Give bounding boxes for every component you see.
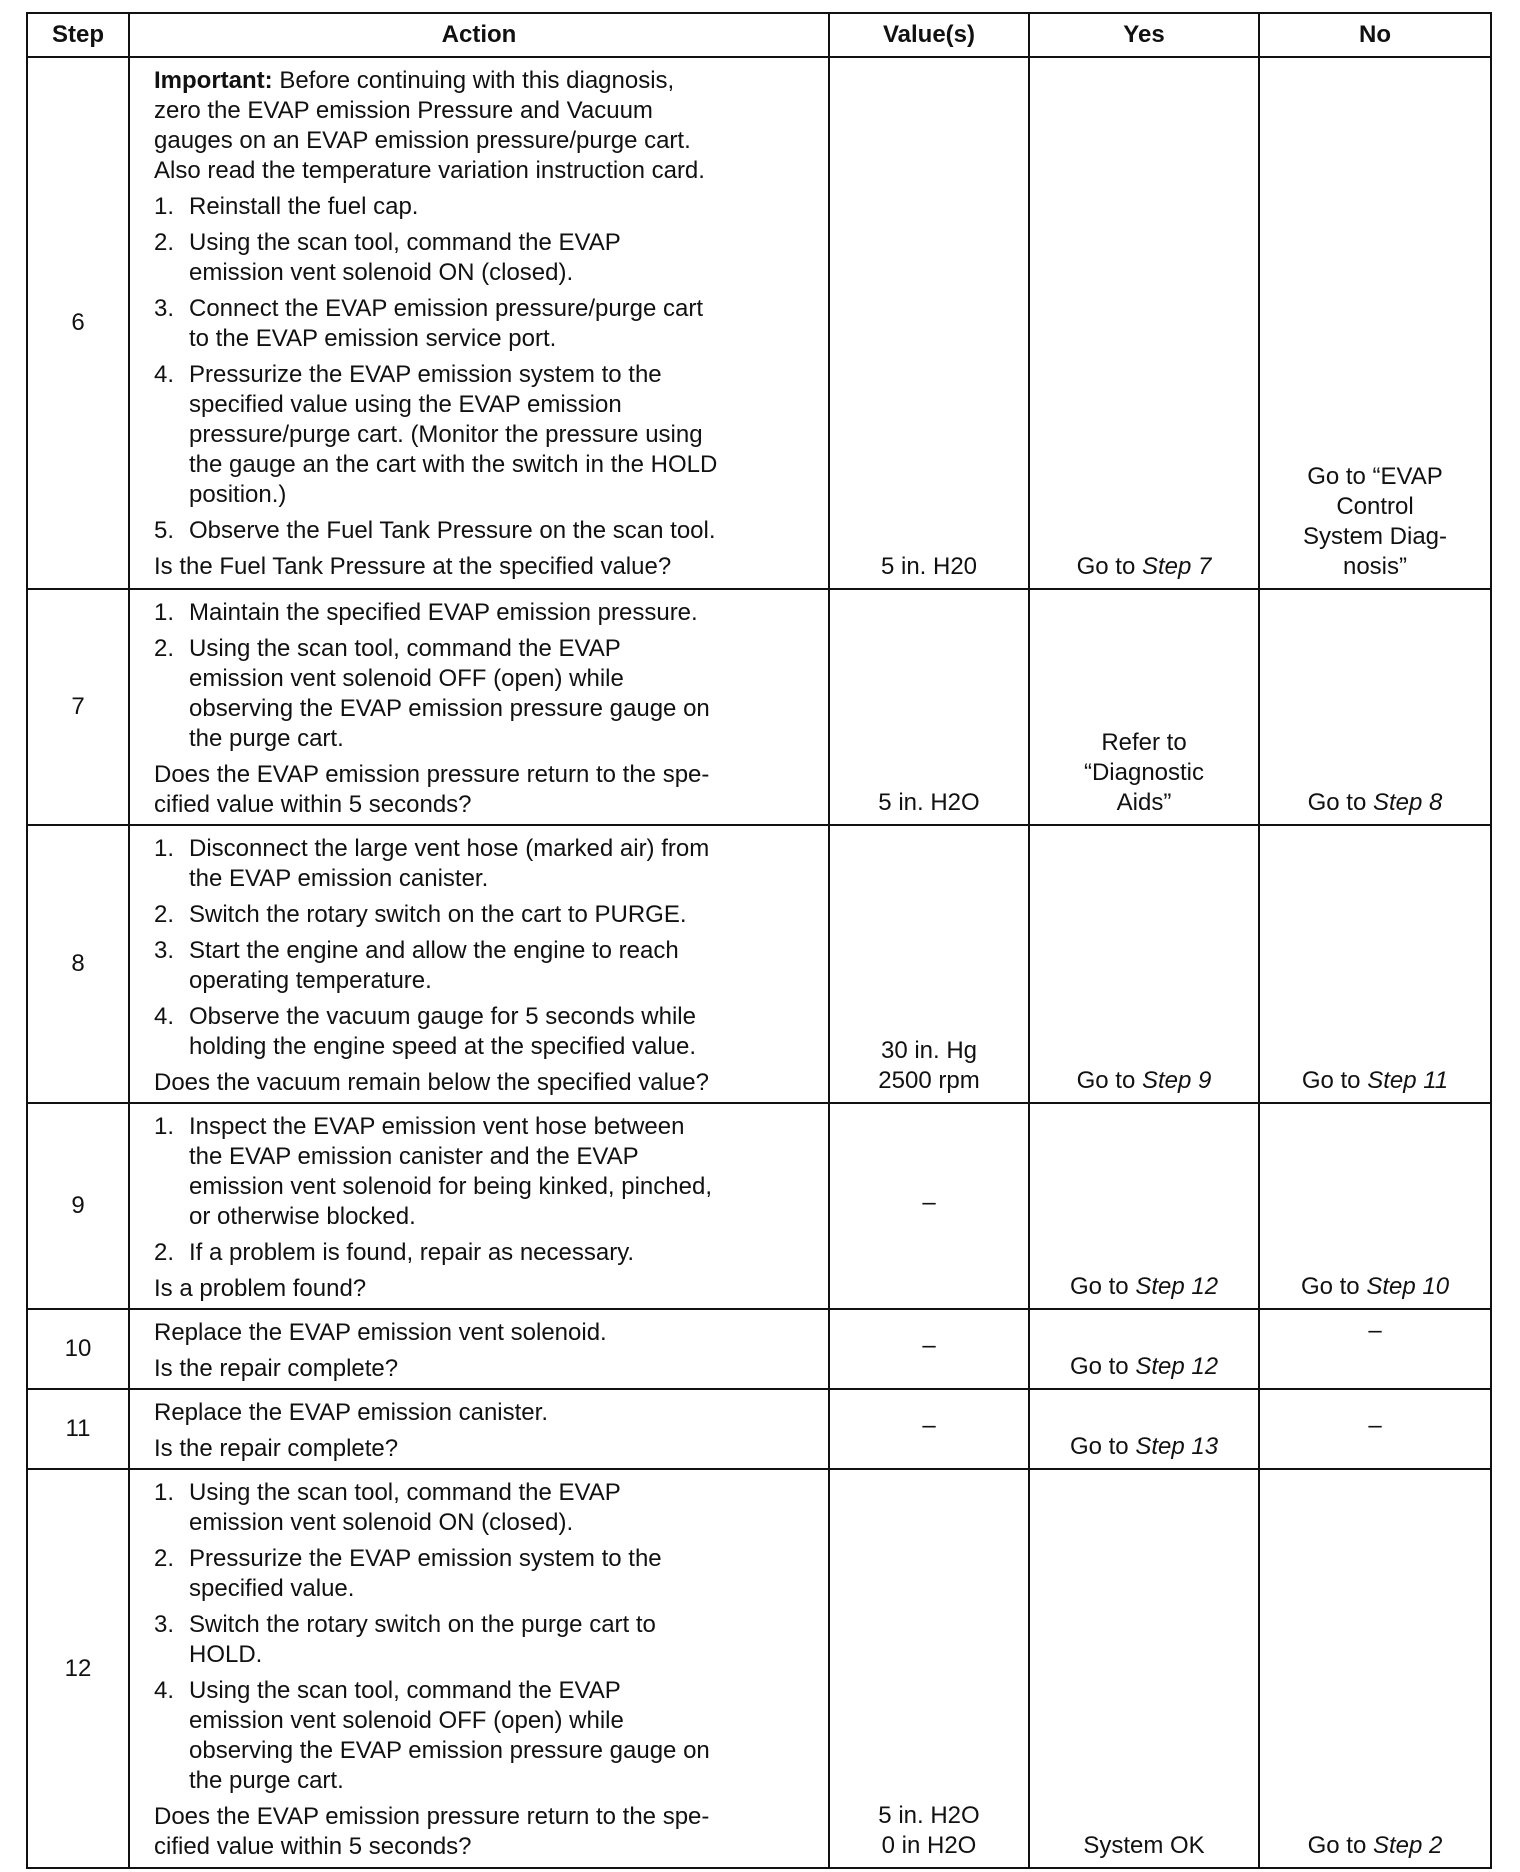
header-action: Action (129, 13, 829, 57)
item-number: 2. (154, 901, 175, 928)
item-number: 5. (154, 517, 175, 544)
header-row (27, 13, 1491, 57)
item-number: 1. (154, 193, 175, 220)
item-number: 4. (154, 1677, 175, 1704)
yes-cell (1029, 1103, 1259, 1309)
item-number: 1. (154, 1113, 175, 1140)
action-question: Is the repair complete? (154, 1355, 399, 1382)
table-row (27, 589, 1491, 825)
action-question: Is the Fuel Tank Pressure at the specified value? (154, 553, 672, 580)
item-number: 3. (154, 1611, 175, 1638)
step-number: 9 (27, 1103, 129, 1309)
important-note (154, 66, 818, 186)
table-row (27, 1469, 1491, 1868)
item-number: 2. (154, 1239, 175, 1266)
rows.1-no-step-link[interactable]: Step 8 (1372, 789, 1443, 816)
item-number: 3. (154, 937, 175, 964)
action-item (154, 228, 818, 288)
rows.6-yes-text: System OK (1083, 1832, 1205, 1859)
rows.3-no-text: Go to (1300, 1273, 1367, 1300)
action-question: Is the repair complete? (154, 1435, 399, 1462)
values-cell: 30 in. Hg 2500 rpm (829, 825, 1029, 1103)
no-cell (1259, 57, 1491, 589)
action-item (154, 360, 818, 510)
rows.5-yes-step-link[interactable]: Step 13 (1135, 1433, 1219, 1460)
values-cell: – (829, 1309, 1029, 1389)
action-cell (129, 1389, 829, 1469)
action-cell (129, 589, 829, 825)
item-text: If a problem is found, repair as necessary. (189, 1239, 635, 1266)
rows.2-no-step-link[interactable]: Step 11 (1367, 1067, 1449, 1094)
rows.1-no-text: Go to (1307, 789, 1373, 816)
rows.4-yes-step-link[interactable]: Step 12 (1135, 1353, 1219, 1380)
action-item (154, 1610, 818, 1670)
action-cell (129, 57, 829, 589)
item-text: Switch the rotary switch on the purge cart to HOLD. (189, 1611, 656, 1668)
header-yes: Yes (1029, 13, 1259, 57)
item-number: 1. (154, 1479, 175, 1506)
step-number: 12 (27, 1469, 129, 1868)
diagnostic-table (26, 12, 1492, 1869)
action-item (154, 1544, 818, 1604)
item-number: 2. (154, 229, 175, 256)
item-number: 1. (154, 599, 175, 626)
important-label: Important: (154, 67, 273, 94)
no-cell (1259, 1309, 1491, 1389)
yes-cell (1029, 1309, 1259, 1389)
values-cell: 5 in. H2O (829, 589, 1029, 825)
rows.4-no-text: – (1368, 1317, 1382, 1344)
action-cell (129, 1103, 829, 1309)
step-number: 7 (27, 589, 129, 825)
action-item (154, 936, 818, 996)
action-question: Does the EVAP emission pressure return to the spe- cified value within 5 seconds? (154, 1803, 710, 1860)
yes-cell (1029, 1389, 1259, 1469)
action-item (154, 1478, 818, 1538)
action-text: Replace the EVAP emission canister. (154, 1399, 548, 1426)
yes-cell (1029, 1469, 1259, 1868)
table-row (27, 1103, 1491, 1309)
table-row (27, 1309, 1491, 1389)
values-cell: 5 in. H2O 0 in H2O (829, 1469, 1029, 1868)
rows.2-no-text: Go to (1301, 1067, 1368, 1094)
item-text: Observe the Fuel Tank Pressure on the scan tool. (189, 517, 716, 544)
rows.3-no-step-link[interactable]: Step 10 (1366, 1273, 1450, 1300)
step-number: 11 (27, 1389, 129, 1469)
action-cell (129, 825, 829, 1103)
action-item (154, 1238, 818, 1268)
item-number: 4. (154, 1003, 175, 1030)
item-text: Using the scan tool, command the EVAP emission vent solenoid OFF (open) while observing the EVAP emission pressure gauge on the purge cart. (189, 635, 710, 752)
no-cell (1259, 1469, 1491, 1868)
rows.2-yes-text: Go to (1076, 1067, 1142, 1094)
values-cell: 5 in. H20 (829, 57, 1029, 589)
no-cell (1259, 1103, 1491, 1309)
item-text: Pressurize the EVAP emission system to the specified value using the EVAP emission pressure/purge cart. (Monitor the pressure using the gauge an the cart with the switch in the HOLD position.) (189, 361, 718, 508)
item-text: Inspect the EVAP emission vent hose between the EVAP emission canister and the EVAP emission vent solenoid for being kinked, pinched, or otherwise blocked. (189, 1113, 712, 1230)
rows.6-no-step-link[interactable]: Step 2 (1372, 1832, 1443, 1859)
rows.5-no-text: – (1368, 1412, 1382, 1439)
rows.4-yes-text: Go to (1069, 1353, 1136, 1380)
action-text: Replace the EVAP emission vent solenoid. (154, 1319, 607, 1346)
item-number: 2. (154, 635, 175, 662)
action-item (154, 192, 818, 222)
header-step: Step (27, 13, 129, 57)
step-number: 10 (27, 1309, 129, 1389)
action-cell (129, 1469, 829, 1868)
item-number: 1. (154, 835, 175, 862)
rows.3-yes-text: Go to (1069, 1273, 1136, 1300)
item-text: Start the engine and allow the engine to reach operating temperature. (189, 937, 679, 994)
action-item (154, 1002, 818, 1062)
yes-cell (1029, 57, 1259, 589)
step-number: 8 (27, 825, 129, 1103)
no-cell (1259, 1389, 1491, 1469)
rows.0-yes-step-link[interactable]: Step 7 (1141, 553, 1212, 580)
item-text: Using the scan tool, command the EVAP emission vent solenoid OFF (open) while observing the EVAP emission pressure gauge on the purge cart. (189, 1677, 710, 1794)
step-number: 6 (27, 57, 129, 589)
action-question: Is a problem found? (154, 1275, 367, 1302)
item-text: Switch the rotary switch on the cart to PURGE. (189, 901, 687, 928)
item-text: Reinstall the fuel cap. (189, 193, 419, 220)
item-text: Using the scan tool, command the EVAP emission vent solenoid ON (closed). (189, 1479, 621, 1536)
item-text: Maintain the specified EVAP emission pressure. (189, 599, 698, 626)
item-number: 3. (154, 295, 175, 322)
header-no: No (1259, 13, 1491, 57)
action-cell (129, 1309, 829, 1389)
action-item (154, 634, 818, 754)
rows.6-no-text: Go to (1307, 1832, 1373, 1859)
yes-cell (1029, 589, 1259, 825)
item-text: Using the scan tool, command the EVAP emission vent solenoid ON (closed). (189, 229, 621, 286)
values-cell: – (829, 1389, 1029, 1469)
action-item (154, 294, 818, 354)
important-text: Before continuing with this diagnosis, zero the EVAP emission Pressure and Vacuum gauges on an EVAP emission pressure/purge cart. Also read the temperature variation instruction card. (154, 67, 705, 184)
rows.1-yes-text: Refer to “Diagnostic Aids” (1083, 729, 1205, 816)
header-values: Value(s) (829, 13, 1029, 57)
table-row (27, 825, 1491, 1103)
no-cell (1259, 589, 1491, 825)
rows.5-yes-text: Go to (1069, 1433, 1136, 1460)
action-question: Does the EVAP emission pressure return to the spe- cified value within 5 seconds? (154, 761, 710, 818)
action-item (154, 1112, 818, 1232)
table-row (27, 57, 1491, 589)
item-text: Disconnect the large vent hose (marked air) from the EVAP emission canister. (189, 835, 710, 892)
action-item (154, 900, 818, 930)
action-item (154, 834, 818, 894)
values-cell: – (829, 1103, 1029, 1309)
action-item (154, 516, 818, 546)
item-number: 2. (154, 1545, 175, 1572)
action-question: Does the vacuum remain below the specified value? (154, 1069, 709, 1096)
rows.2-yes-step-link[interactable]: Step 9 (1141, 1067, 1212, 1094)
no-cell (1259, 825, 1491, 1103)
action-item (154, 598, 818, 628)
item-text: Connect the EVAP emission pressure/purge cart to the EVAP emission service port. (189, 295, 704, 352)
action-item (154, 1676, 818, 1796)
item-text: Observe the vacuum gauge for 5 seconds while holding the engine speed at the specified value. (189, 1003, 697, 1060)
yes-cell (1029, 825, 1259, 1103)
table-row (27, 1389, 1491, 1469)
rows.0-no-text: Go to “EVAP Control System Diag- nosis” (1302, 463, 1448, 580)
item-text: Pressurize the EVAP emission system to the specified value. (189, 1545, 662, 1602)
item-number: 4. (154, 361, 175, 388)
rows.3-yes-step-link[interactable]: Step 12 (1135, 1273, 1219, 1300)
rows.0-yes-text: Go to (1076, 553, 1142, 580)
